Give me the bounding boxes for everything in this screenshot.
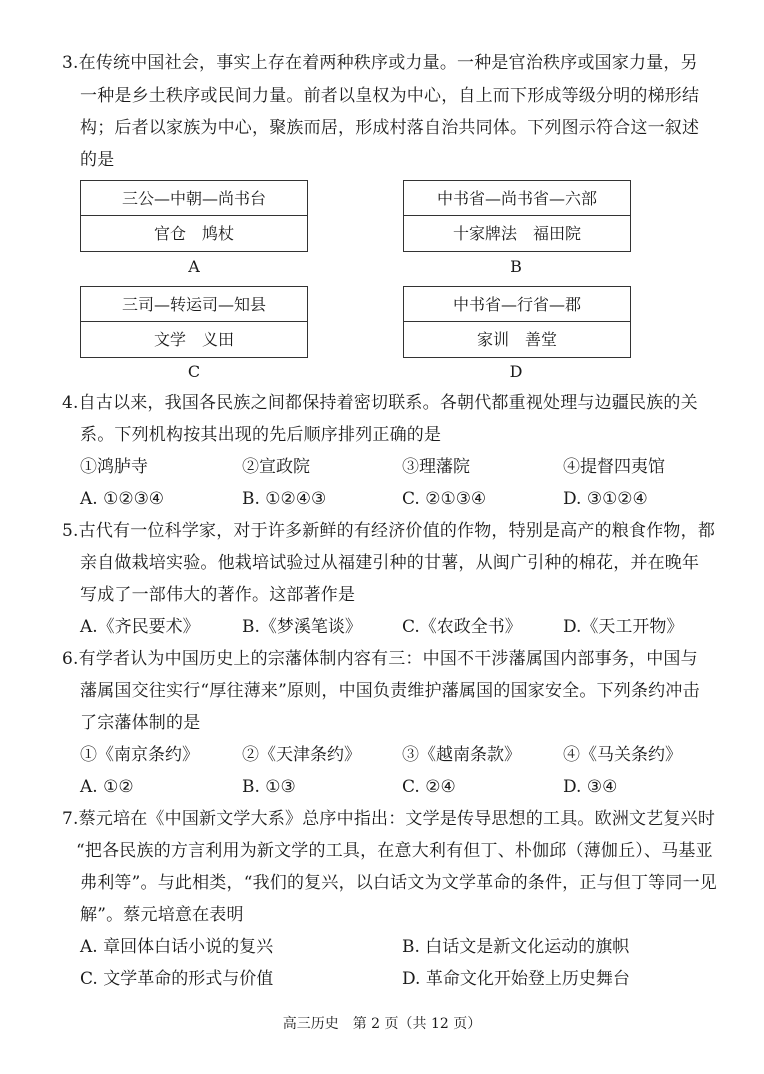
q6-item: ④《马关条约》 (563, 745, 682, 765)
q5-option-d: D.《天工开物》 (563, 617, 684, 637)
q3-line: 一种是乡土秩序或民间力量。前者以皇权为中心，自上而下形成等级分明的梯形结 (80, 86, 700, 106)
q4-item: ④提督四夷馆 (563, 457, 665, 477)
q3-line: 的是 (80, 150, 115, 170)
q6-line: 了宗藩体制的是 (80, 713, 201, 733)
q5-line: 5.古代有一位科学家，对于许多新鲜的有经济价值的作物，特别是高产的粮食作物，都 (62, 521, 716, 541)
diagram-box-d (403, 286, 631, 358)
q5-line: 亲自做栽培实验。他栽培试验过从福建引种的甘薯，从闽广引种的棉花，并在晚年 (80, 553, 700, 573)
q4-option-d: D. ③①②④ (563, 489, 648, 509)
q4-line: 4.自古以来，我国各民族之间都保持着密切联系。各朝代都重视处理与边疆民族的关 (62, 393, 698, 413)
q7-option-c: C. 文学革命的形式与价值 (80, 969, 274, 989)
q7-line: 7.蔡元培在《中国新文学大系》总序中指出：文学是传导思想的工具。欧洲文艺复兴时 (62, 809, 716, 829)
q6-option-c: C. ②④ (402, 777, 456, 797)
q4-item: ①鸿胪寺 (80, 457, 148, 477)
box-bottom-text: 文学 义田 (153, 330, 234, 349)
diagram-box-b (403, 180, 631, 252)
box-top-text: 中书省—行省—郡 (404, 287, 630, 322)
box-top-text: 三公—中朝—尚书台 (81, 181, 307, 216)
q5-line: 写成了一部伟大的著作。这部著作是 (80, 585, 356, 605)
q6-item: ③《越南条款》 (402, 745, 521, 765)
q6-line: 藩属国交往实行“厚往薄来”原则，中国负责维护藩属国的国家安全。下列条约冲击 (80, 681, 700, 701)
q7-option-b: B. 白话文是新文化运动的旗帜 (402, 937, 630, 957)
q5-option-a: A.《齐民要术》 (80, 617, 200, 637)
box-top-text: 中书省—尚书省—六部 (404, 181, 630, 216)
q3-line: 3.在传统中国社会，事实上存在着两种秩序或力量。一种是官治秩序或国家力量，另 (62, 53, 698, 73)
q7-option-a: A. 章回体白话小说的复兴 (80, 937, 274, 957)
q7-line: 弗利等”。与此相类，“我们的复兴，以白话文为文学革命的条件，正与但丁等同一见 (80, 873, 717, 893)
box-label: B (510, 257, 522, 276)
q7-line: “把各民族的方言利用为新文学的工具，在意大利有但丁、朴伽邱（薄伽丘）、马基亚 (76, 841, 713, 861)
q6-option-d: D. ③④ (563, 777, 618, 797)
q6-line: 6.有学者认为中国历史上的宗藩体制内容有三：中国不干涉藩属国内部事务，中国与 (62, 649, 698, 669)
q4-item: ③理藩院 (402, 457, 470, 477)
q7-option-d: D. 革命文化开始登上历史舞台 (402, 969, 630, 989)
q4-line: 系。下列机构按其出现的先后顺序排列正确的是 (80, 425, 442, 445)
diagram-box-c (80, 286, 308, 358)
q5-option-b: B.《梦溪笔谈》 (242, 617, 362, 637)
diagram-box-a (80, 180, 308, 252)
q4-option-a: A. ①②③④ (80, 489, 165, 509)
q3-line: 构；后者以家族为中心，聚族而居，形成村落自治共同体。下列图示符合这一叙述 (80, 118, 700, 138)
box-bottom-text: 家训 善堂 (476, 330, 557, 349)
box-top-text: 三司—转运司—知县 (81, 287, 307, 322)
q6-option-b: B. ①③ (242, 777, 296, 797)
q4-item: ②宣政院 (242, 457, 310, 477)
box-bottom-text: 官仓 鸠杖 (153, 224, 234, 243)
page-footer: 高三历史 第 2 页（共 12 页） (282, 1016, 482, 1032)
box-label: D (509, 362, 523, 381)
q4-option-c: C. ②①③④ (402, 489, 487, 509)
box-label: C (187, 362, 201, 381)
box-bottom-text: 十家牌法 福田院 (452, 224, 581, 243)
q6-item: ①《南京条约》 (80, 745, 199, 765)
q7-line: 解”。蔡元培意在表明 (80, 905, 244, 925)
q5-option-c: C.《农政全书》 (402, 617, 522, 637)
box-label: A (188, 257, 200, 276)
q4-option-b: B. ①②④③ (242, 489, 327, 509)
q6-option-a: A. ①② (80, 777, 134, 797)
q6-item: ②《天津条约》 (242, 745, 361, 765)
